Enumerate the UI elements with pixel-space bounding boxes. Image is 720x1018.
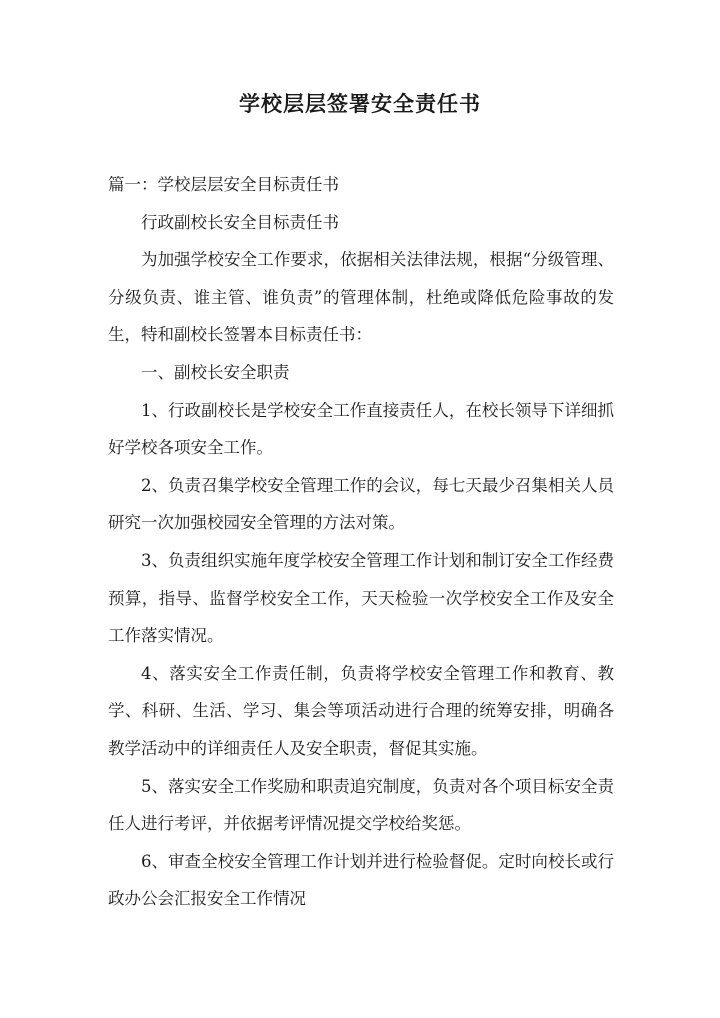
paragraph-item-5: 5、落实安全工作奖励和职责追究制度，负责对各个项目标安全责任人进行考评，并依据考评情况提交学校给奖惩。	[108, 776, 614, 834]
document-title: 学校层层签署安全责任书	[239, 91, 481, 116]
paragraph-item-3: 3、负责组织实施年度学校安全管理工作计划和制订安全工作经费预算，指导、监督学校安全工作，天天检验一次学校安全工作及安全工作落实情况。	[108, 550, 614, 646]
section-heading-duties: 一、副校长安全职责	[141, 362, 290, 382]
paragraph-item-4: 4、落实安全工作责任制，负责将学校安全管理工作和教育、教学、科研、生活、学习、集会等项活动进行合理的统筹安排，明确各教学活动中的详细责任人及安全职责，督促其实施。	[108, 663, 614, 758]
paragraph-item-2: 2、负责召集学校安全管理工作的会议，每七天最少召集相关人员研究一次加强校园安全管理的方法对策。	[108, 475, 614, 533]
paragraph-item-1: 1、行政副校长是学校安全工作直接责任人，在校长领导下详细抓好学校各项安全工作。	[108, 400, 614, 458]
document-body	[108, 166, 614, 918]
paragraph-item-6: 6、审查全校安全管理工作计划并进行检验督促。定时向校长或行政办公会汇报安全工作情况	[108, 851, 614, 909]
paragraph-intro: 为加强学校安全工作要求，依据相关法律法规，根据“分级管理、分级负责、谁主管、谁负责”的管理体制，杜绝或降低危险事故的发生，特和副校长签署本目标责任书：	[108, 250, 614, 345]
heading-article-one: 篇一：学校层层安全目标责任书	[108, 175, 339, 194]
subheading-responsibility-letter: 行政副校长安全目标责任书	[141, 212, 339, 232]
